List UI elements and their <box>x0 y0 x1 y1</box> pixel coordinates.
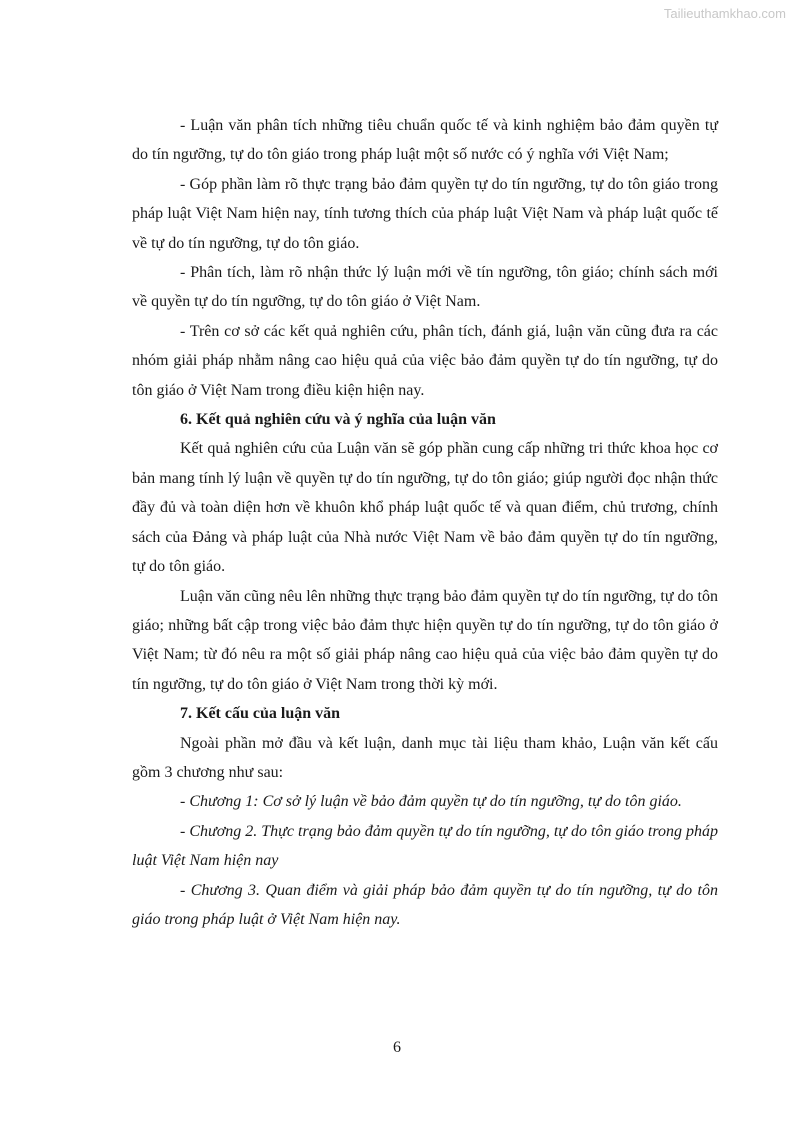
document-body <box>132 111 718 934</box>
paragraph-solutions: - Trên cơ sở các kết quả nghiên cứu, phân tích, đánh giá, luận văn cũng đưa ra các nhóm giải pháp nhằm nâng cao hiệu quả của việc bảo đảm quyền tự do tín ngưỡng, tự do tôn giáo ở Việt Nam trong điều kiện hiện nay. <box>132 322 718 399</box>
paragraph-research-results: Kết quả nghiên cứu của Luận văn sẽ góp phần cung cấp những tri thức khoa học cơ bản mang tính lý luận về quyền tự do tín ngưỡng, tự do tôn giáo; giúp người đọc nhận thức đầy đủ và toàn diện hơn về khuôn khổ pháp luật quốc tế và quan điểm, chủ trương, chính sách của Đảng và pháp luật của Nhà nước Việt Nam về bảo đảm quyền tự do tín ngưỡng, tự do tôn giáo. <box>132 440 718 576</box>
paragraph-thesis-status: Luận văn cũng nêu lên những thực trạng bảo đảm quyền tự do tín ngưỡng, tự do tôn giáo; những bất cập trong việc bảo đảm thực hiện quyền tự do tín ngưỡng, tự do tôn giáo ở Việt Nam; từ đó nêu ra một số giải pháp nâng cao hiệu quả của việc bảo đảm quyền tự do tín ngưỡng, tự do tôn giáo ở Việt Nam trong thời kỳ mới. <box>132 587 718 693</box>
watermark: Tailieuthamkhao.com <box>663 6 786 21</box>
paragraph-structure-intro: Ngoài phần mở đầu và kết luận, danh mục tài liệu tham khảo, Luận văn kết cấu gồm 3 chương như sau: <box>132 734 718 781</box>
chapter-2-item: - Chương 2. Thực trạng bảo đảm quyền tự do tín ngưỡng, tự do tôn giáo trong pháp luật Việt Nam hiện nay <box>132 822 718 870</box>
paragraph-clarify-status: - Góp phần làm rõ thực trạng bảo đảm quyền tự do tín ngưỡng, tự do tôn giáo trong pháp luật Việt Nam hiện nay, tính tương thích của pháp luật Việt Nam và pháp luật quốc tế về tự do tín ngưỡng, tự do tôn giáo. <box>132 175 718 252</box>
section-heading-7: 7. Kết cấu của luận văn <box>180 705 341 723</box>
paragraph-theoretical-awareness: - Phân tích, làm rõ nhận thức lý luận mới về tín ngưỡng, tôn giáo; chính sách mới về quyền tự do tín ngưỡng, tự do tôn giáo ở Việt Nam. <box>132 264 718 311</box>
chapter-1-item: - Chương 1: Cơ sở lý luận về bảo đảm quyền tự do tín ngưỡng, tự do tôn giáo. <box>180 793 682 811</box>
chapter-3-item: - Chương 3. Quan điểm và giải pháp bảo đảm quyền tự do tín ngưỡng, tự do tôn giáo trong pháp luật ở Việt Nam hiện nay. <box>132 881 718 928</box>
paragraph-thesis-analysis: - Luận văn phân tích những tiêu chuẩn quốc tế và kinh nghiệm bảo đảm quyền tự do tín ngưỡng, tự do tôn giáo trong pháp luật một số nước có ý nghĩa với Việt Nam; <box>132 117 718 164</box>
section-heading-6: 6. Kết quả nghiên cứu và ý nghĩa của luận văn <box>180 411 496 429</box>
page-number: 6 <box>393 1039 401 1056</box>
